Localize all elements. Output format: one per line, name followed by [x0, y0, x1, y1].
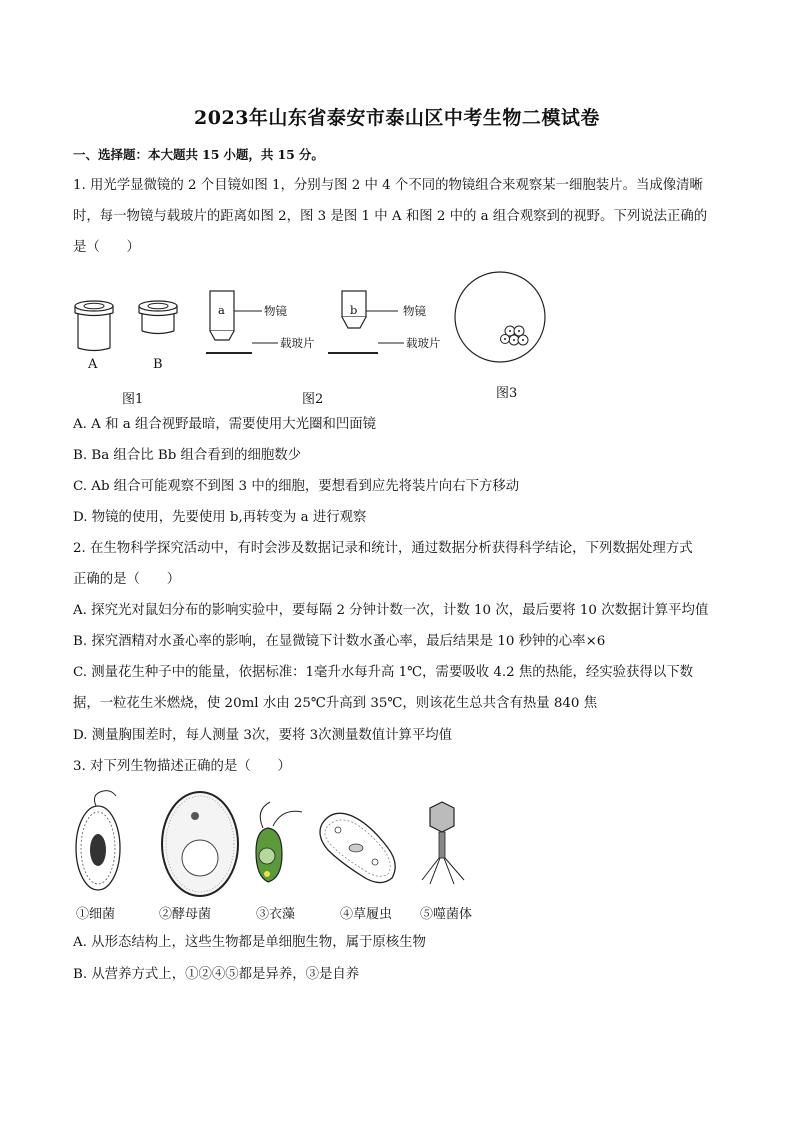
q2-option-c-line-1: C. 测量花生种子中的能量，依据标准：1毫升水每升高 1℃，需要吸收 4.2 焦的热能，经实验获得以下数	[73, 665, 693, 680]
page-title: 2023年山东省泰安市泰山区中考生物二模试卷	[194, 107, 600, 129]
section-heading	[73, 146, 733, 164]
organism-label-yeast: ②酵母菌	[159, 907, 212, 922]
q1-stem-line-2: 时，每一物镜与载玻片的距离如图 2，图 3 是图 1 中 A 和图 2 中的 a 组合观察到的视野。下列说法正确的	[73, 209, 708, 224]
fig2-label-objective-a: 物镜	[264, 304, 287, 318]
fig2-objective-a-letter: a	[218, 303, 225, 317]
q2-stem-line-1: 2. 在生物科学探究活动中，有时会涉及数据记录和统计，通过数据分析获得科学结论，下列数据处理方式	[73, 541, 693, 556]
section-heading-suffix: 分。	[298, 147, 324, 162]
organism-label-bacterium: ①细菌	[76, 907, 116, 922]
fig2-caption: 图2	[302, 392, 324, 407]
paramecium-illustration	[320, 813, 395, 882]
organism-label-chlamydomonas: ③衣藻	[256, 907, 296, 922]
q3-stem-line-1: 3. 对下列生物描述正确的是（ ）	[73, 759, 291, 774]
q2-option-d: D. 测量胸围差时，每人测量 3次，要将 3次测量数值计算平均值	[73, 728, 453, 743]
fig1-caption: 图1	[122, 392, 144, 407]
fig1-eyepieces	[70, 296, 190, 356]
fig2-label-slide-b: 载玻片	[406, 336, 441, 350]
q1-option-c: C. Ab 组合可能观察不到图 3 中的细胞，要想看到应先将装片向右下方移动	[73, 479, 520, 494]
section-heading-prefix: 一、选择题：本大题共	[73, 147, 199, 162]
fig1-label-a: A	[88, 357, 98, 372]
q3-organisms-figure	[70, 788, 490, 900]
q3-option-b: B. 从营养方式上，①②④⑤都是异养，③是自养	[73, 967, 360, 982]
q1-option-b: B. Ba 组合比 Bb 组合看到的细胞数少	[73, 448, 302, 463]
fig3-field-of-view	[452, 265, 552, 375]
fig2-label-objective-b: 物镜	[403, 304, 426, 318]
q2-option-c-line-2: 据，一粒花生米燃烧，使 20ml 水由 25℃升高到 35℃，则该花生总共含有热量 840 焦	[73, 696, 598, 711]
q2-option-a: A. 探究光对鼠妇分布的影响实验中，要每隔 2 分钟计数一次，计数 10 次，最后要将 10 次数据计算平均值	[73, 603, 709, 618]
q3-option-a: A. 从形态结构上，这些生物都是单细胞生物，属于原核生物	[73, 935, 426, 950]
q1-option-d: D. 物镜的使用，先要使用 b,再转变为 a 进行观察	[73, 510, 367, 525]
q1-stem-line-3: 是（ ）	[73, 240, 140, 255]
section-question-count: 15	[202, 147, 220, 162]
chlamydomonas-illustration	[256, 802, 302, 882]
fig2-label-slide-a: 载玻片	[280, 336, 315, 350]
q2-option-b: B. 探究酒精对水蚤心率的影响，在显微镜下计数水蚤心率，最后结果是 10 秒钟的心率×6	[73, 634, 606, 649]
section-score: 15	[277, 147, 295, 162]
yeast-illustration	[162, 792, 238, 896]
q1-stem-line-1: 1. 用光学显微镜的 2 个目镜如图 1，分别与图 2 中 4 个不同的物镜组合来观察某一细胞装片。当成像清晰	[73, 178, 703, 193]
bacteriophage-illustration	[422, 802, 464, 884]
bacterium-illustration	[76, 791, 120, 890]
q1-option-a: A. A 和 a 组合视野最暗，需要使用大光圈和凹面镜	[73, 417, 377, 432]
q2-stem-line-2: 正确的是（ ）	[73, 572, 181, 587]
fig2-objective-b-letter: b	[350, 303, 358, 317]
section-heading-mid: 小题，共	[223, 147, 274, 162]
fig1-label-b: B	[153, 357, 163, 372]
organism-label-bacteriophage: ⑤噬菌体	[420, 907, 473, 922]
fig3-caption: 图3	[496, 386, 518, 401]
organism-label-paramecium: ④草履虫	[340, 907, 393, 922]
